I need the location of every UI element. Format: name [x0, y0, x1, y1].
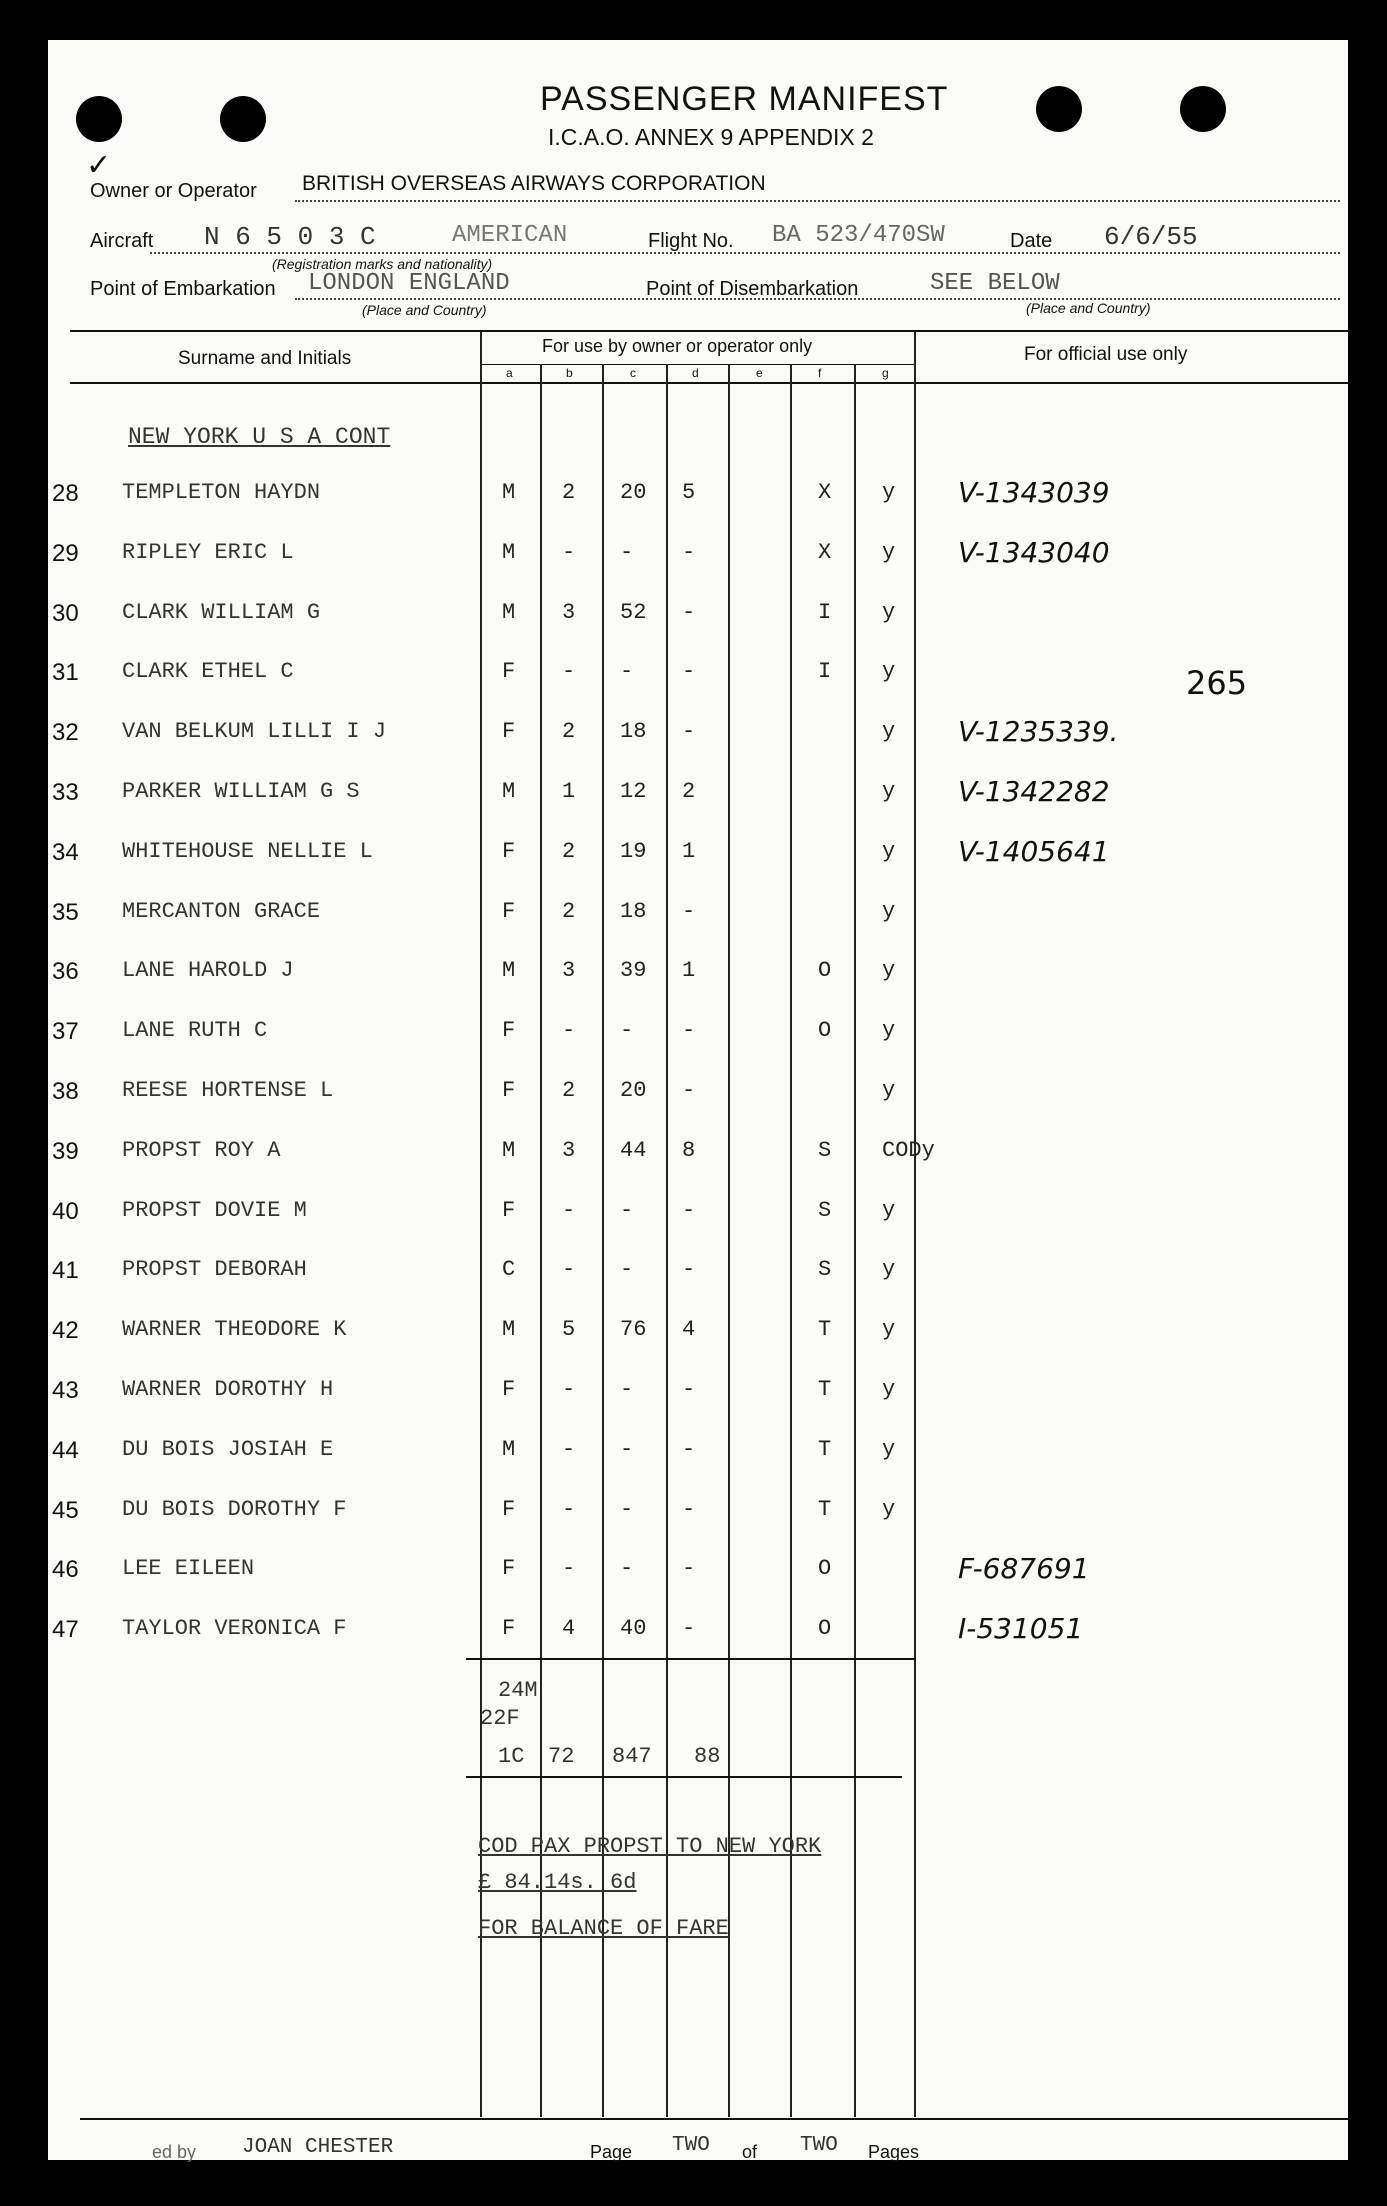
row-col-a: F	[502, 899, 516, 924]
row-col-a: F	[502, 1497, 516, 1522]
row-col-a: F	[502, 1616, 516, 1641]
row-number: 37	[52, 1018, 79, 1045]
passenger-name: DU BOIS JOSIAH E	[122, 1437, 334, 1462]
row-col-a: F	[502, 839, 516, 864]
official-number: V-1343039	[958, 476, 1110, 509]
passenger-name: PROPST DOVIE M	[122, 1198, 307, 1223]
passenger-name: WARNER DOROTHY H	[122, 1377, 334, 1402]
row-col-g: y	[882, 1437, 896, 1462]
row-number: 39	[52, 1138, 79, 1165]
flight-value: BA 523/470SW	[772, 222, 945, 249]
row-number: 29	[52, 540, 79, 567]
totals-bottom-rule	[466, 1776, 902, 1778]
row-col-c: 44	[620, 1138, 647, 1163]
registration-note: (Registration marks and nationality)	[272, 256, 493, 272]
total-d: 88	[694, 1744, 721, 1769]
row-number: 28	[52, 480, 79, 507]
of-label: of	[742, 2142, 758, 2162]
flight-label: Flight No.	[648, 230, 734, 252]
owner-dotted-line	[295, 200, 1340, 202]
row-col-b: -	[562, 1497, 576, 1522]
row-col-g: y	[882, 1317, 896, 1342]
check-mark-icon: ✓	[86, 148, 112, 183]
owner-label: Owner or Operator	[90, 180, 257, 202]
page-value: TWO	[672, 2134, 710, 2157]
row-number: 33	[52, 779, 79, 806]
row-number: 42	[52, 1317, 79, 1344]
row-col-b: -	[562, 540, 576, 565]
row-col-b: 2	[562, 839, 576, 864]
row-col-a: F	[502, 1018, 516, 1043]
passenger-name: TEMPLETON HAYDN	[122, 480, 321, 505]
passenger-name: PROPST DEBORAH	[122, 1257, 307, 1282]
col-g: g	[882, 366, 889, 380]
total-a: 1C	[498, 1744, 525, 1769]
prepared-value: JOAN CHESTER	[242, 2136, 394, 2159]
row-col-c: 19	[620, 839, 647, 864]
aircraft-value: N 6 5 0 3 C	[204, 222, 376, 252]
total-male: 24M	[498, 1678, 538, 1703]
row-col-f: I	[818, 600, 832, 625]
row-col-c: -	[620, 1257, 634, 1282]
passenger-name: REESE HORTENSE L	[122, 1078, 334, 1103]
row-col-g: y	[882, 1497, 896, 1522]
total-b: 72	[548, 1744, 575, 1769]
row-col-f: T	[818, 1437, 832, 1462]
row-col-a: F	[502, 1377, 516, 1402]
row-col-b: -	[562, 1018, 576, 1043]
row-col-g: y	[882, 779, 896, 804]
note-line-3: FOR BALANCE OF FARE	[478, 1916, 729, 1941]
passenger-name: CLARK WILLIAM G	[122, 600, 321, 625]
total-pages-value: TWO	[800, 2134, 838, 2157]
row-col-f: T	[818, 1377, 832, 1402]
row-col-d: -	[682, 1437, 696, 1462]
row-col-c: -	[620, 1497, 634, 1522]
passenger-name: MERCANTON GRACE	[122, 899, 321, 924]
row-col-a: F	[502, 1556, 516, 1581]
row-col-f: X	[818, 480, 832, 505]
row-col-d: -	[682, 1497, 696, 1522]
row-col-c: 18	[620, 899, 647, 924]
footer-rule	[80, 2118, 1348, 2120]
note-line-2: £ 84.14s. 6d	[478, 1870, 637, 1895]
col-a: a	[506, 366, 513, 380]
row-col-c: 18	[620, 719, 647, 744]
row-col-c: 40	[620, 1616, 647, 1641]
col-e: e	[756, 366, 763, 380]
row-col-a: M	[502, 600, 516, 625]
row-col-f: X	[818, 540, 832, 565]
col-letter-rule	[480, 364, 914, 365]
row-col-a: C	[502, 1257, 516, 1282]
passenger-name: WARNER THEODORE K	[122, 1317, 347, 1342]
passenger-name: LANE RUTH C	[122, 1018, 268, 1043]
row-col-d: -	[682, 1257, 696, 1282]
row-col-c: -	[620, 1018, 634, 1043]
row-col-d: 1	[682, 958, 696, 983]
row-col-c: 20	[620, 1078, 647, 1103]
row-col-f: O	[818, 1556, 832, 1581]
official-number: V-1343040	[958, 536, 1110, 569]
row-col-f: I	[818, 659, 832, 684]
row-col-a: F	[502, 659, 516, 684]
row-col-d: -	[682, 1616, 696, 1641]
passenger-name: CLARK ETHEL C	[122, 659, 294, 684]
passenger-name: VAN BELKUM LILLI I J	[122, 719, 387, 744]
row-col-b: 1	[562, 779, 576, 804]
passenger-name: PROPST ROY A	[122, 1138, 281, 1163]
page-subtitle: I.C.A.O. ANNEX 9 APPENDIX 2	[548, 124, 874, 150]
row-number: 30	[52, 600, 79, 627]
punch-hole-left-1	[76, 96, 122, 142]
row-col-g: CODy	[882, 1138, 935, 1163]
row-col-c: 39	[620, 958, 647, 983]
row-col-c: 20	[620, 480, 647, 505]
row-col-a: M	[502, 540, 516, 565]
row-number: 41	[52, 1257, 79, 1284]
disembark-note: (Place and Country)	[1026, 300, 1151, 316]
passenger-name: TAYLOR VERONICA F	[122, 1616, 347, 1641]
row-col-c: -	[620, 540, 634, 565]
row-col-a: M	[502, 958, 516, 983]
official-number: V-1235339.	[958, 715, 1119, 748]
passenger-name: PARKER WILLIAM G S	[122, 779, 360, 804]
row-col-d: -	[682, 1198, 696, 1223]
punch-hole-right-1	[1036, 86, 1082, 132]
col-d: d	[692, 366, 699, 380]
official-number: V-1342282	[958, 775, 1110, 808]
punch-hole-right-2	[1180, 86, 1226, 132]
row-col-g: y	[882, 540, 896, 565]
official-number: I-531051	[958, 1612, 1084, 1645]
row-number: 47	[52, 1616, 79, 1643]
total-c: 847	[612, 1744, 652, 1769]
row-col-b: -	[562, 1198, 576, 1223]
row-col-g: y	[882, 480, 896, 505]
row-col-c: -	[620, 1556, 634, 1581]
totals-top-rule	[466, 1658, 916, 1660]
row-col-c: -	[620, 1377, 634, 1402]
row-number: 31	[52, 659, 79, 686]
row-col-g: y	[882, 1257, 896, 1282]
row-col-b: -	[562, 1556, 576, 1581]
row-col-g: y	[882, 1018, 896, 1043]
row-col-d: 4	[682, 1317, 696, 1342]
row-col-b: -	[562, 659, 576, 684]
row-number: 38	[52, 1078, 79, 1105]
date-value: 6/6/55	[1104, 222, 1198, 252]
row-col-d: -	[682, 1018, 696, 1043]
owner-value: BRITISH OVERSEAS AIRWAYS CORPORATION	[302, 172, 766, 195]
official-header: For official use only	[1024, 344, 1188, 365]
row-col-g: y	[882, 1377, 896, 1402]
row-number: 45	[52, 1497, 79, 1524]
passenger-name: RIPLEY ERIC L	[122, 540, 294, 565]
nationality-value: AMERICAN	[452, 222, 568, 249]
row-col-f: O	[818, 958, 832, 983]
row-col-f: S	[818, 1198, 832, 1223]
row-col-f: T	[818, 1317, 832, 1342]
row-col-b: 3	[562, 600, 576, 625]
embark-label: Point of Embarkation	[90, 278, 276, 300]
row-col-f: S	[818, 1257, 832, 1282]
row-col-d: -	[682, 659, 696, 684]
row-col-f: S	[818, 1138, 832, 1163]
row-col-d: 1	[682, 839, 696, 864]
row-col-d: -	[682, 1556, 696, 1581]
table-top-rule	[70, 330, 1348, 332]
row-col-b: 2	[562, 719, 576, 744]
row-col-g: y	[882, 899, 896, 924]
aircraft-label: Aircraft	[90, 230, 154, 252]
row-col-g: y	[882, 1078, 896, 1103]
row-col-g: y	[882, 1198, 896, 1223]
row-col-f: T	[818, 1497, 832, 1522]
row-col-b: 5	[562, 1317, 576, 1342]
row-col-a: M	[502, 480, 516, 505]
row-col-d: -	[682, 1377, 696, 1402]
prepared-label: ed by	[152, 2142, 197, 2162]
col-c: c	[630, 366, 636, 380]
col-rule-7	[854, 364, 856, 2117]
row-col-d: 8	[682, 1138, 696, 1163]
row-col-d: -	[682, 899, 696, 924]
row-number: 46	[52, 1556, 79, 1583]
note-line-1: COD PAX PROPST TO NEW YORK	[478, 1834, 822, 1859]
passenger-name: LEE EILEEN	[122, 1556, 255, 1581]
row-col-d: -	[682, 600, 696, 625]
row-col-b: 2	[562, 1078, 576, 1103]
row-col-c: -	[620, 1437, 634, 1462]
disembark-label: Point of Disembarkation	[646, 278, 859, 300]
row-col-b: 3	[562, 1138, 576, 1163]
aircraft-dotted-line	[150, 252, 1340, 254]
total-female: 22F	[480, 1706, 520, 1731]
col-rule-8	[914, 332, 916, 2117]
official-number: V-1405641	[958, 835, 1110, 868]
embark-note: (Place and Country)	[362, 302, 487, 318]
row-col-g: y	[882, 600, 896, 625]
pages-label: Pages	[868, 2142, 920, 2162]
row-col-c: 52	[620, 600, 647, 625]
row-col-g: y	[882, 719, 896, 744]
surname-header: Surname and Initials	[178, 348, 352, 369]
row-col-b: -	[562, 1377, 576, 1402]
row-col-b: -	[562, 1437, 576, 1462]
section-label: NEW YORK U S A CONT	[128, 424, 391, 450]
row-col-a: M	[502, 779, 516, 804]
row-col-c: 12	[620, 779, 647, 804]
embark-dotted-line	[295, 298, 1340, 300]
passenger-name: LANE HAROLD J	[122, 958, 294, 983]
row-number: 32	[52, 719, 79, 746]
passenger-name: WHITEHOUSE NELLIE L	[122, 839, 373, 864]
row-col-d: -	[682, 719, 696, 744]
row-col-c: 76	[620, 1317, 647, 1342]
row-number: 44	[52, 1437, 79, 1464]
page-label: Page	[590, 2142, 633, 2162]
col-f: f	[818, 366, 822, 380]
row-col-g: y	[882, 659, 896, 684]
row-col-a: M	[502, 1317, 516, 1342]
row-number: 40	[52, 1198, 79, 1225]
row-col-d: 2	[682, 779, 696, 804]
row-col-a: F	[502, 1198, 516, 1223]
row-col-b: -	[562, 1257, 576, 1282]
row-col-c: -	[620, 1198, 634, 1223]
page-title: PASSENGER MANIFEST	[540, 80, 949, 118]
row-col-d: -	[682, 1078, 696, 1103]
row-number: 36	[52, 958, 79, 985]
row-col-a: F	[502, 719, 516, 744]
header-bottom-rule	[70, 382, 1348, 384]
row-number: 34	[52, 839, 79, 866]
row-col-d: -	[682, 540, 696, 565]
row-col-a: F	[502, 1078, 516, 1103]
disembark-value: SEE BELOW	[930, 270, 1060, 297]
row-col-d: 5	[682, 480, 696, 505]
official-number: F-687691	[958, 1552, 1090, 1585]
col-b: b	[566, 366, 573, 380]
row-col-b: 3	[562, 958, 576, 983]
row-col-a: M	[502, 1437, 516, 1462]
row-number: 43	[52, 1377, 79, 1404]
embark-value: LONDON ENGLAND	[308, 270, 510, 297]
row-col-f: O	[818, 1018, 832, 1043]
row-col-a: M	[502, 1138, 516, 1163]
date-label: Date	[1010, 230, 1053, 252]
row-col-b: 2	[562, 480, 576, 505]
passenger-name: DU BOIS DOROTHY F	[122, 1497, 347, 1522]
operator-header: For use by owner or operator only	[542, 336, 813, 356]
row-col-g: y	[882, 958, 896, 983]
punch-hole-left-2	[220, 96, 266, 142]
row-col-g: y	[882, 839, 896, 864]
row-col-f: O	[818, 1616, 832, 1641]
row-number: 35	[52, 899, 79, 926]
row-col-b: 2	[562, 899, 576, 924]
row-col-c: -	[620, 659, 634, 684]
row-col-b: 4	[562, 1616, 576, 1641]
margin-note: 265	[1186, 664, 1248, 702]
